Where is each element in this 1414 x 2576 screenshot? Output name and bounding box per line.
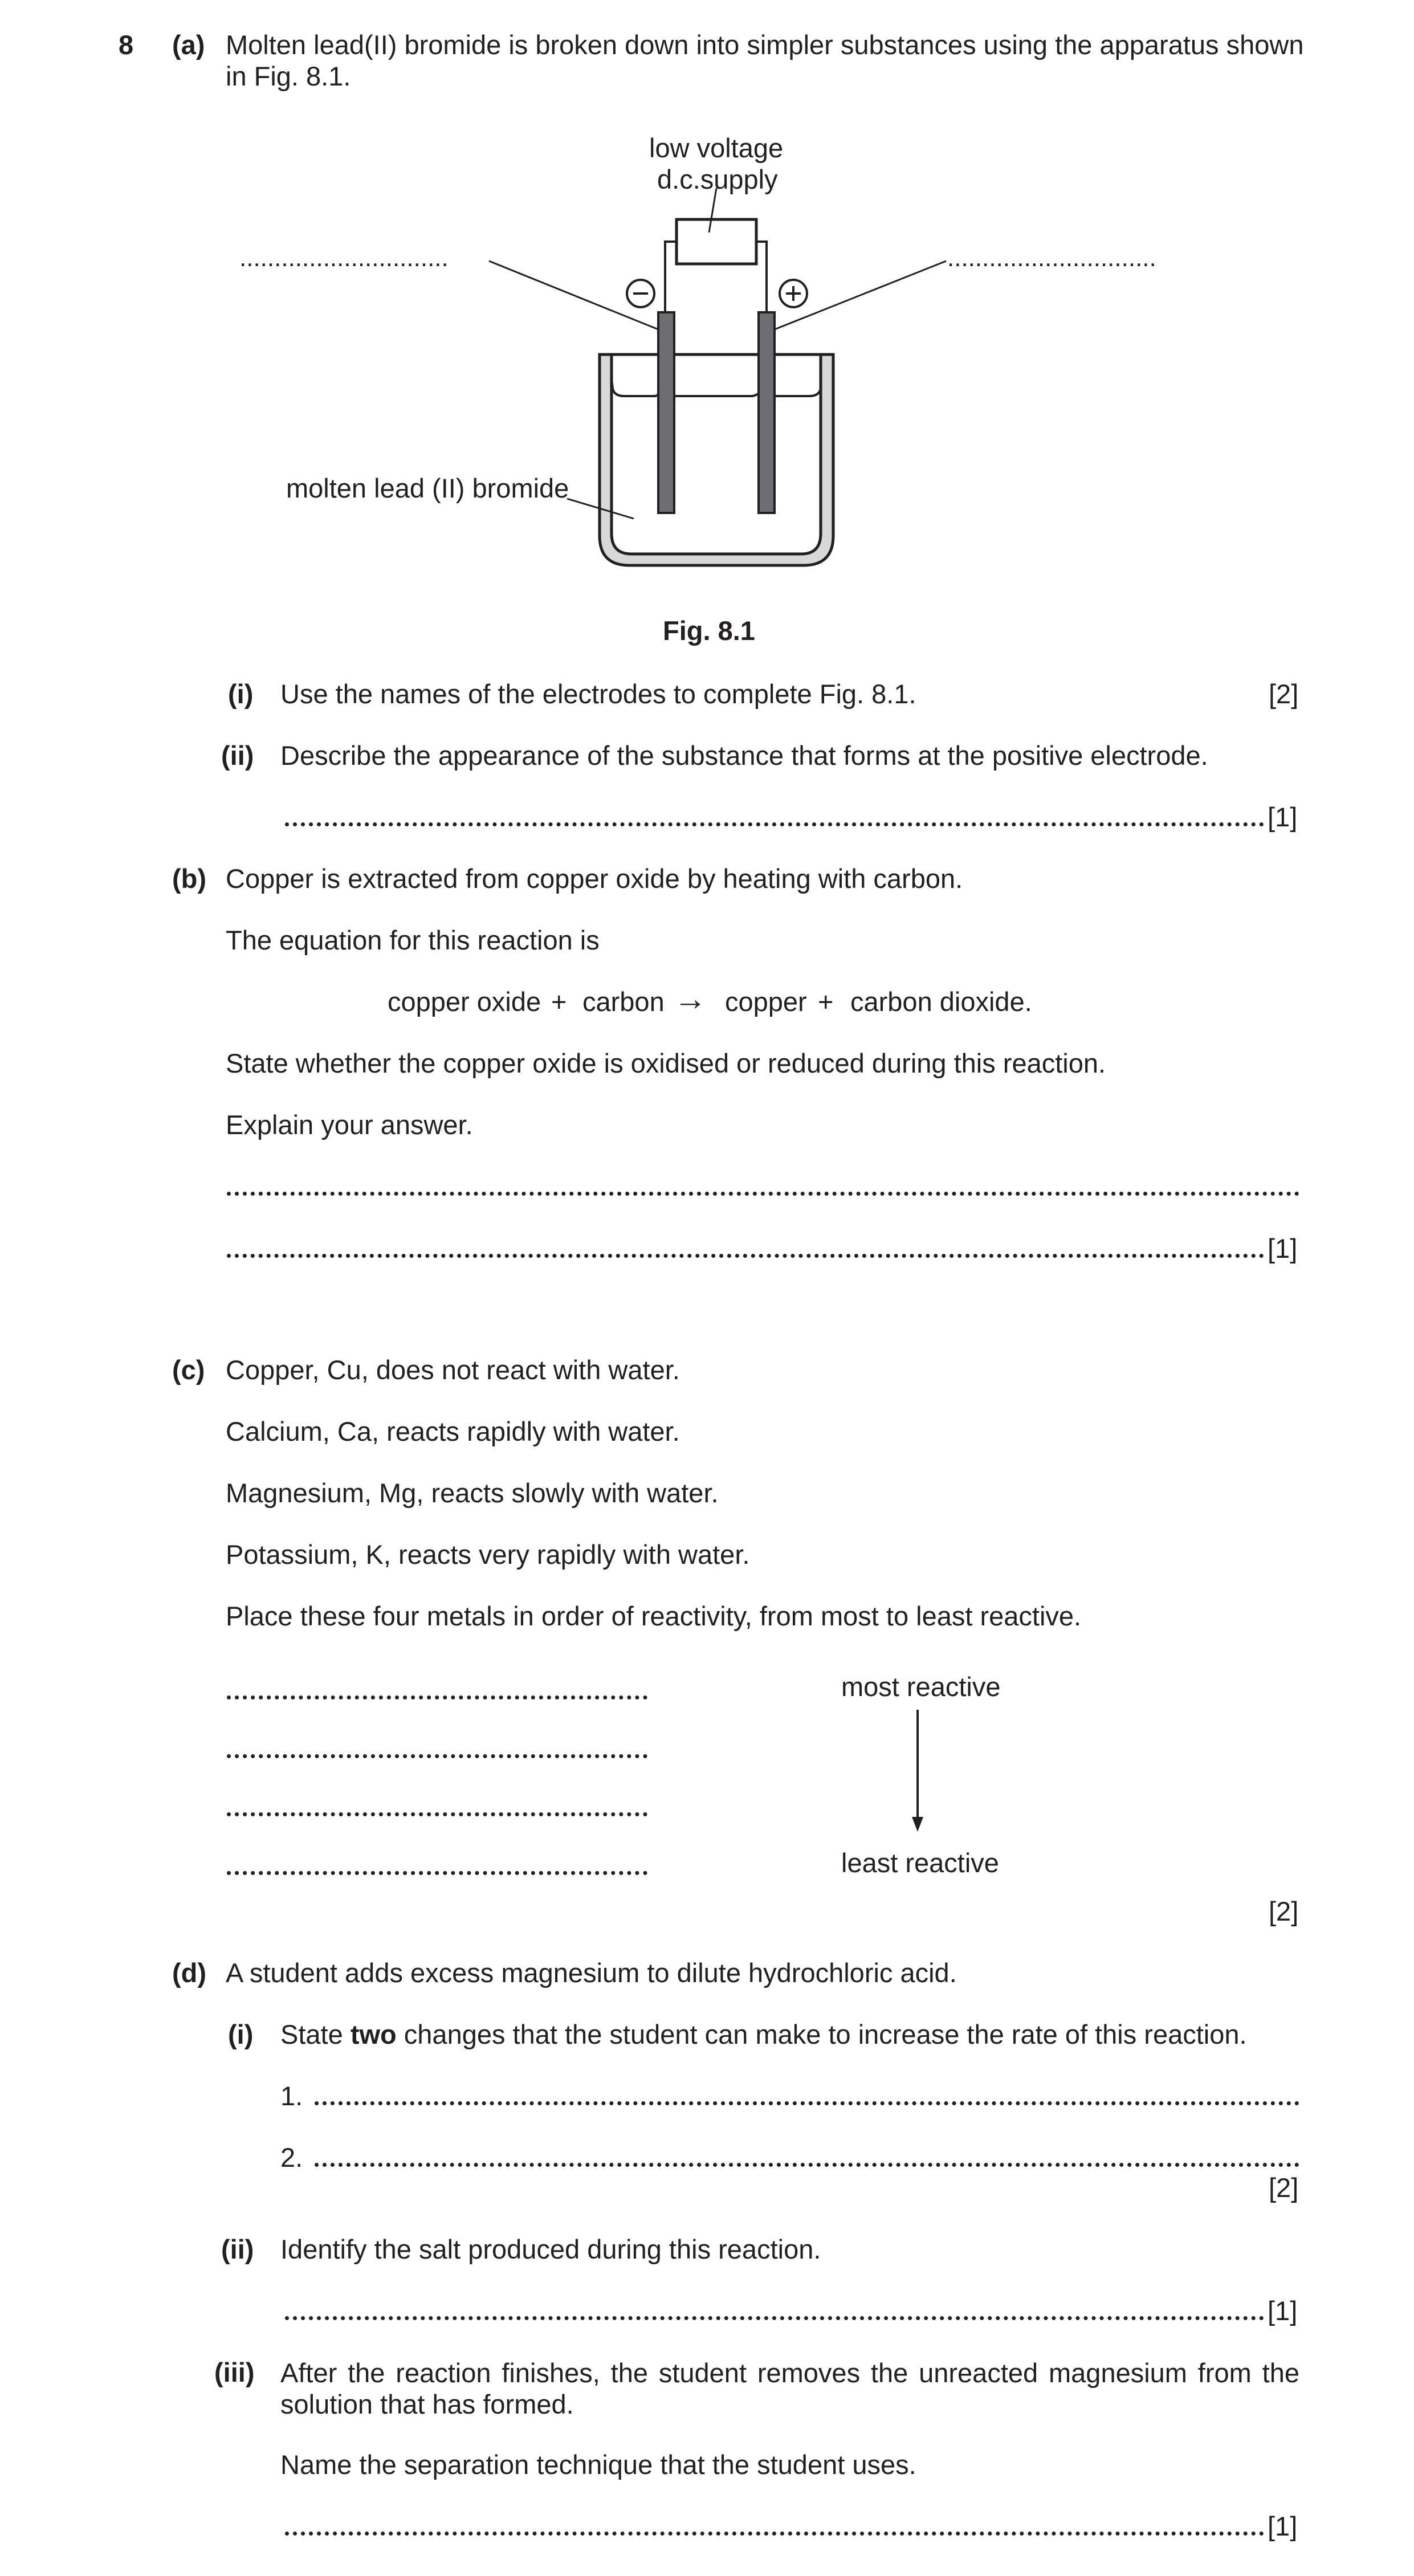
part-a-ii-label: (ii): [221, 740, 254, 771]
equation-plus2: +: [818, 987, 834, 1017]
part-c-marks: [2]: [1269, 1896, 1299, 1926]
part-b-line2: The equation for this reaction is: [226, 925, 600, 955]
part-a-i-marks: [2]: [1269, 679, 1299, 709]
supply-label-line2: d.c.supply: [657, 164, 778, 194]
part-d-iii-text2: Name the separation technique that the student uses.: [280, 2449, 916, 2480]
wire-negative: [665, 242, 677, 312]
part-b-line4: Explain your answer.: [226, 1110, 473, 1140]
part-d-iii-answer-line[interactable]: [285, 2532, 1264, 2536]
part-b-marks: [1]: [1268, 1233, 1298, 1263]
part-d-ii-marks: [1]: [1268, 2296, 1298, 2326]
part-c-line: Magnesium, Mg, reacts slowly with water.: [226, 1478, 719, 1508]
part-d-i-text-end: changes that the student can make to increase the rate of this reaction.: [396, 2019, 1247, 2049]
part-d-i-text-start: State: [280, 2019, 351, 2049]
part-d-iii-label: (iii): [214, 2357, 255, 2387]
part-c-label: (c): [172, 1355, 205, 1385]
part-a-ii-marks: [1]: [1268, 802, 1298, 832]
electrode-answer-blank-left[interactable]: ..............................: [239, 244, 449, 272]
part-a-i-text: Use the names of the electrodes to complete Fig. 8.1.: [280, 679, 916, 709]
negative-electrode: [658, 312, 674, 513]
part-d-i-answer-line-2[interactable]: [315, 2163, 1299, 2167]
dc-supply-box: [677, 219, 756, 264]
beaker-inner: [612, 354, 821, 554]
equation-reactant1: copper oxide: [388, 987, 541, 1017]
part-d-i-label: (i): [228, 2019, 254, 2049]
part-b-line1: Copper is extracted from copper oxide by heating with carbon.: [226, 863, 963, 894]
part-b-line3: State whether the copper oxide is oxidised or reduced during this reaction.: [226, 1048, 1106, 1078]
equation-arrow: →: [674, 980, 707, 1017]
part-a-intro-line2: in Fig. 8.1.: [226, 61, 351, 91]
part-d-ii-text: Identify the salt produced during this reaction.: [280, 2234, 821, 2264]
part-d-i-answer-line-1[interactable]: [315, 2101, 1299, 2105]
equation-product1: copper: [725, 987, 807, 1017]
wire-positive: [756, 242, 767, 312]
part-b-label: (b): [172, 863, 207, 894]
part-d-i-item1-number: 1.: [280, 2081, 303, 2111]
part-c-line: Copper, Cu, does not react with water.: [226, 1355, 680, 1385]
electrolyte-label: molten lead (II) bromide: [286, 473, 569, 503]
part-a-ii-text: Describe the appearance of the substance that forms at the positive electrode.: [280, 740, 1208, 771]
least-reactive-label: least reactive: [841, 1848, 999, 1878]
reactivity-answer-line-4[interactable]: [227, 1871, 647, 1875]
part-a-label: (a): [172, 30, 205, 60]
part-c-line: Calcium, Ca, reacts rapidly with water.: [226, 1416, 680, 1446]
part-d-i-item2-number: 2.: [280, 2142, 303, 2173]
figure-caption: Fig. 8.1: [663, 616, 755, 646]
part-a-i-label: (i): [228, 679, 254, 709]
equation-product2: carbon dioxide.: [850, 987, 1032, 1017]
reactivity-arrow: [906, 1710, 929, 1835]
part-d-i-marks: [2]: [1269, 2173, 1299, 2203]
equation-plus1: +: [551, 987, 567, 1017]
positive-electrode: [759, 312, 775, 513]
part-a-ii-answer-line[interactable]: [285, 822, 1264, 826]
supply-label-line1: low voltage: [649, 133, 784, 163]
electrode-answer-blank-right[interactable]: ..............................: [947, 244, 1156, 272]
part-d-i-text-emphasis: two: [350, 2019, 397, 2049]
part-d-i-text: [280, 2019, 1247, 2050]
electrolysis-diagram: [0, 0, 1414, 661]
part-c-line: Potassium, K, reacts very rapidly with water.: [226, 1539, 750, 1570]
equation-reactant2: carbon: [582, 987, 665, 1017]
question-number: 8: [119, 30, 134, 60]
part-a-intro-line1: Molten lead(II) bromide is broken down into simpler substances using the apparatus shown: [226, 30, 1304, 60]
part-c-line: Place these four metals in order of reactivity, from most to least reactive.: [226, 1601, 1082, 1631]
part-b-answer-line-1[interactable]: [227, 1192, 1299, 1196]
part-d-ii-answer-line[interactable]: [285, 2316, 1264, 2320]
part-d-iii-marks: [1]: [1268, 2511, 1298, 2541]
part-d-iii-text: After the reaction finishes, the student removes the unreacted magnesium from the solution that has formed.: [280, 2358, 1299, 2419]
part-d-label: (d): [172, 1958, 207, 1988]
part-d-intro: A student adds excess magnesium to dilute hydrochloric acid.: [226, 1958, 957, 1988]
reactivity-answer-line-1[interactable]: [227, 1695, 647, 1699]
most-reactive-label: most reactive: [841, 1672, 1001, 1702]
reactivity-answer-line-3[interactable]: [227, 1812, 647, 1816]
reactivity-answer-line-2[interactable]: [227, 1754, 647, 1758]
part-b-answer-line-2[interactable]: [227, 1254, 1264, 1258]
part-d-ii-label: (ii): [221, 2234, 254, 2264]
